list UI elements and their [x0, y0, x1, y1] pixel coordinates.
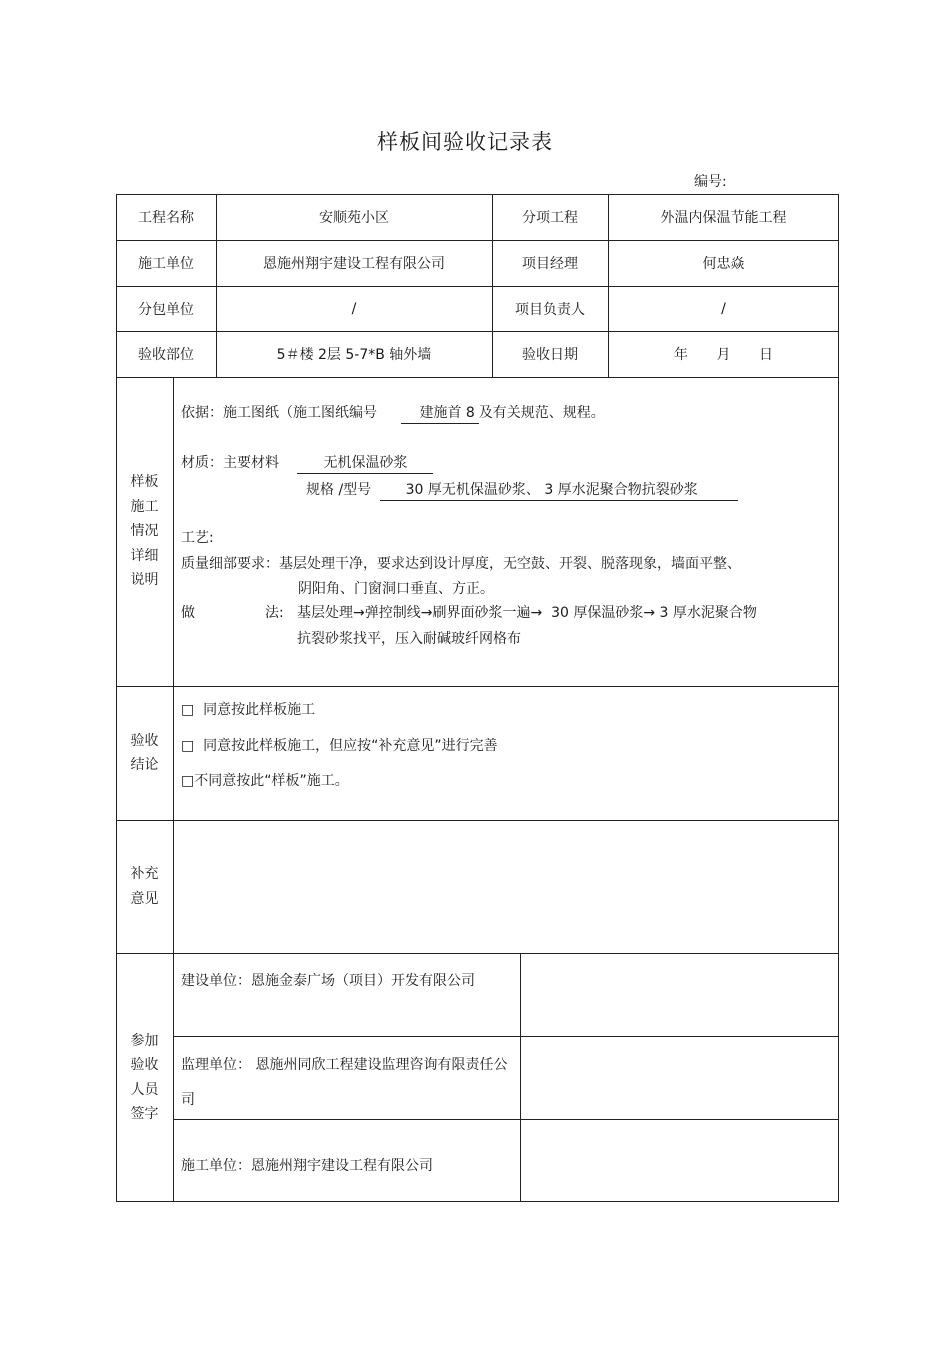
- conclusion-option-disagree[interactable]: □不同意按此“样板”施工。: [181, 773, 349, 789]
- signature-box[interactable]: [521, 954, 838, 1036]
- drawing-number: 建施首 8: [401, 402, 478, 424]
- column-divider: [173, 377, 174, 1202]
- header-label: 项目负责人: [515, 301, 585, 318]
- section-label-signatures: 参加验收人员签字: [130, 1032, 159, 1122]
- header-label: 施工单位: [138, 256, 194, 272]
- method-label-2: 法:: [265, 605, 284, 621]
- basis-prefix: 依据：施工图纸（施工图纸编号: [181, 405, 377, 421]
- section-label-supplement: 补充意见: [130, 866, 159, 907]
- row-divider: [116, 377, 839, 378]
- section-label-construction: 样板施工情况详细说明: [130, 474, 159, 589]
- material-line: [181, 452, 433, 474]
- header-label: 分项工程: [522, 210, 578, 226]
- signature-box[interactable]: [521, 1120, 838, 1201]
- signature-construction-unit: 施工单位：恩施州翔宇建设工程有限公司: [181, 1158, 433, 1174]
- main-material: 无机保温砂浆: [297, 452, 433, 474]
- header-label: 验收日期: [522, 347, 578, 363]
- spec-line: [306, 479, 738, 501]
- method-line-1: 基层处理→弹控制线→刷界面砂浆一遍→ 30 厚保温砂浆→ 3 厚水泥聚合物: [297, 605, 757, 621]
- signature-owner-unit: 建设单位：恩施金泰广场（项目）开发有限公司: [181, 973, 475, 989]
- header-value: 外温内保温节能工程: [660, 210, 787, 226]
- basis-suffix: 及有关规范、规程。: [478, 405, 605, 421]
- header-label: 工程名称: [138, 210, 194, 226]
- method-label-1: 做: [181, 605, 195, 621]
- quality-line-1: 质量细部要求：基层处理干净，要求达到设计厚度，无空鼓、开裂、脱落现象，墙面平整、: [181, 556, 741, 572]
- process-label: 工艺:: [181, 530, 214, 546]
- page-title: 样板间验收记录表: [377, 130, 553, 154]
- header-value: 5＃楼 2层 5-7*B 轴外墙: [276, 347, 432, 363]
- header-value: /: [721, 300, 726, 317]
- section-label-conclusion: 验收结论: [130, 732, 159, 773]
- document-number-label: 编号:: [694, 174, 727, 190]
- spec-prefix: 规格 /型号: [306, 482, 372, 498]
- header-label: 项目经理: [522, 256, 578, 272]
- row-divider: [116, 820, 839, 821]
- conclusion-option-agree[interactable]: □ 同意按此样板施工: [181, 702, 316, 718]
- conclusion-option-agree-with-changes[interactable]: □ 同意按此样板施工，但应按“补充意见”进行完善: [181, 738, 498, 754]
- header-value: 恩施州翔宇建设工程有限公司: [263, 256, 445, 272]
- header-label: 分包单位: [138, 301, 194, 318]
- header-value: 安顺苑小区: [319, 210, 389, 226]
- signature-supervision-unit: 监理单位： 恩施州同欣工程建设监理咨询有限责任公司: [181, 1057, 508, 1108]
- header-value: 年 月 日: [674, 347, 773, 363]
- method-line-2: 抗裂砂浆找平，压入耐碱玻纤网格布: [297, 631, 521, 647]
- signature-box[interactable]: [521, 1037, 838, 1119]
- row-divider: [116, 686, 839, 687]
- quality-line-2: 阴阳角、门窗洞口垂直、方正。: [298, 581, 494, 597]
- basis-line: [181, 402, 605, 424]
- material-prefix: 材质：主要材料: [181, 455, 279, 471]
- header-value: /: [351, 300, 357, 317]
- header-label: 验收部位: [138, 347, 194, 363]
- spec-value: 30 厚无机保温砂浆、 3 厚水泥聚合物抗裂砂浆: [380, 479, 738, 501]
- header-value: 何忠焱: [702, 256, 745, 272]
